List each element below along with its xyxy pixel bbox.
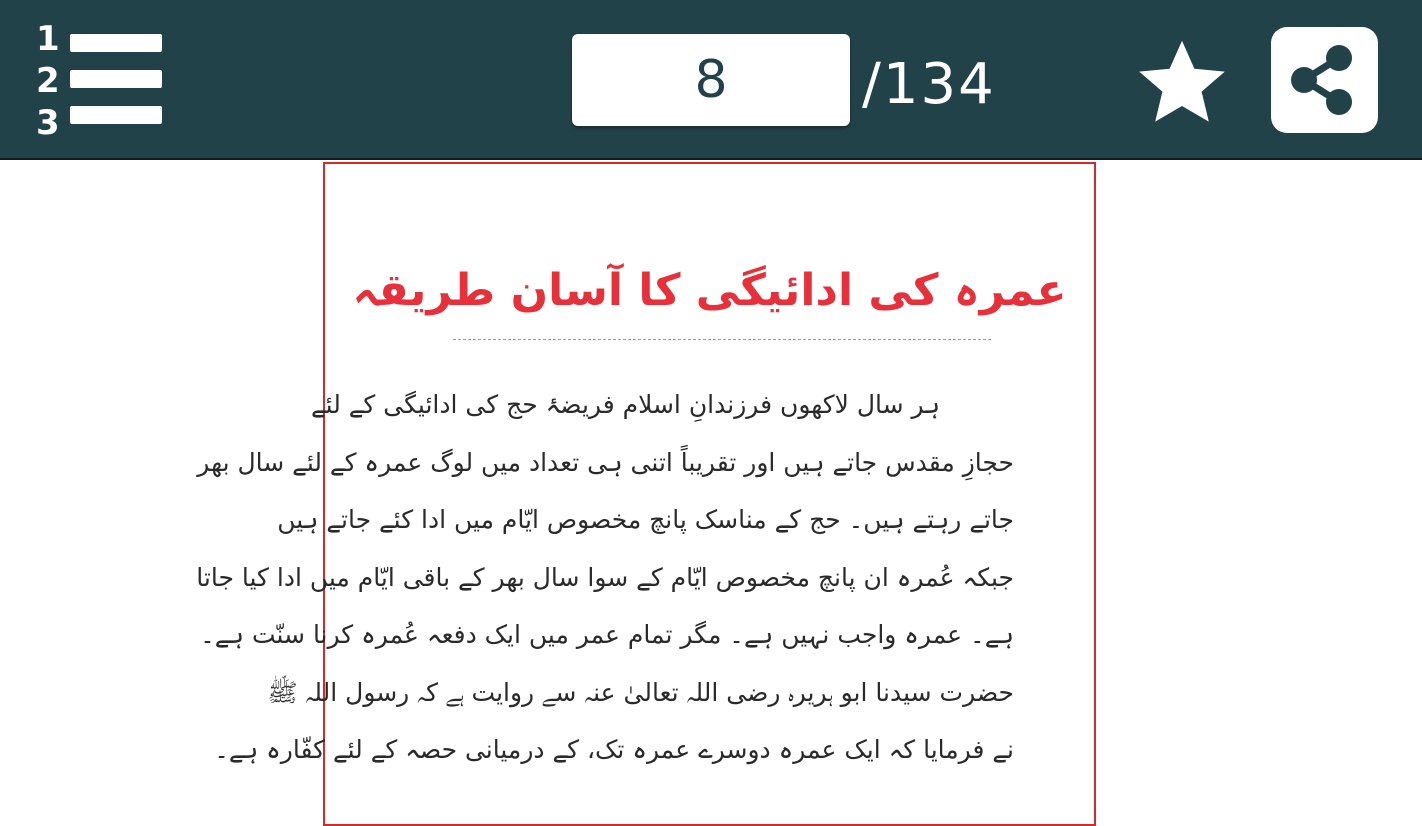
text-line: حجازِ مقدس جاتے ہیں اور تقریباً اتنی ہی تعداد میں لوگ عمرہ کے لئے سال بھر xyxy=(197,447,1014,477)
top-toolbar xyxy=(0,0,1422,160)
page-number-input[interactable] xyxy=(572,34,850,126)
text-line: جاتے رہتے ہیں۔ حج کے مناسک پانچ مخصوص ایّام میں ادا کئے جاتے ہیں xyxy=(277,505,1014,534)
list-line-icon xyxy=(70,70,162,88)
title-divider xyxy=(453,339,991,340)
text-line: ہر سال لاکھوں فرزندانِ اسلام فریضۂ حج کی ادائیگی کے لئے xyxy=(311,390,940,419)
share-button[interactable] xyxy=(1271,27,1378,133)
text-line: نے فرمایا کہ ایک عمرہ دوسرے عمرہ تک، کے درمیانی حصہ کے لئے کفّارہ ہے۔ xyxy=(214,735,1014,764)
toc-number: 2 xyxy=(36,61,60,101)
toc-number: 3 xyxy=(36,103,60,143)
bookmark-star-button[interactable] xyxy=(1134,36,1230,128)
text-line: حضرت سیدنا ابو ہریرہ رضی اللہ تعالیٰ عنہ سے روایت ہے کہ رسول اللہ ﷺ xyxy=(267,677,1014,707)
star-icon xyxy=(1134,36,1230,128)
total-pages: /134 xyxy=(862,52,996,117)
toc-number: 1 xyxy=(36,19,60,59)
text-line: جبکہ عُمرہ ان پانچ مخصوص ایّام کے سوا سال بھر کے باقی ایّام میں ادا کیا جاتا xyxy=(196,562,1014,592)
text-line: ہے۔ عمرہ واجب نہیں ہے۔ مگر تمام عمر میں ایک دفعہ عُمرہ کرنا سنّت ہے۔ xyxy=(200,620,1014,649)
book-page xyxy=(196,162,1096,826)
page-title: عمرہ کی ادائیگی کا آسان طریقہ xyxy=(352,265,1067,316)
list-line-icon xyxy=(70,34,162,52)
page-body xyxy=(196,376,1014,779)
table-of-contents-button[interactable] xyxy=(36,19,162,143)
list-line-icon xyxy=(70,106,162,124)
share-icon xyxy=(1271,27,1378,133)
